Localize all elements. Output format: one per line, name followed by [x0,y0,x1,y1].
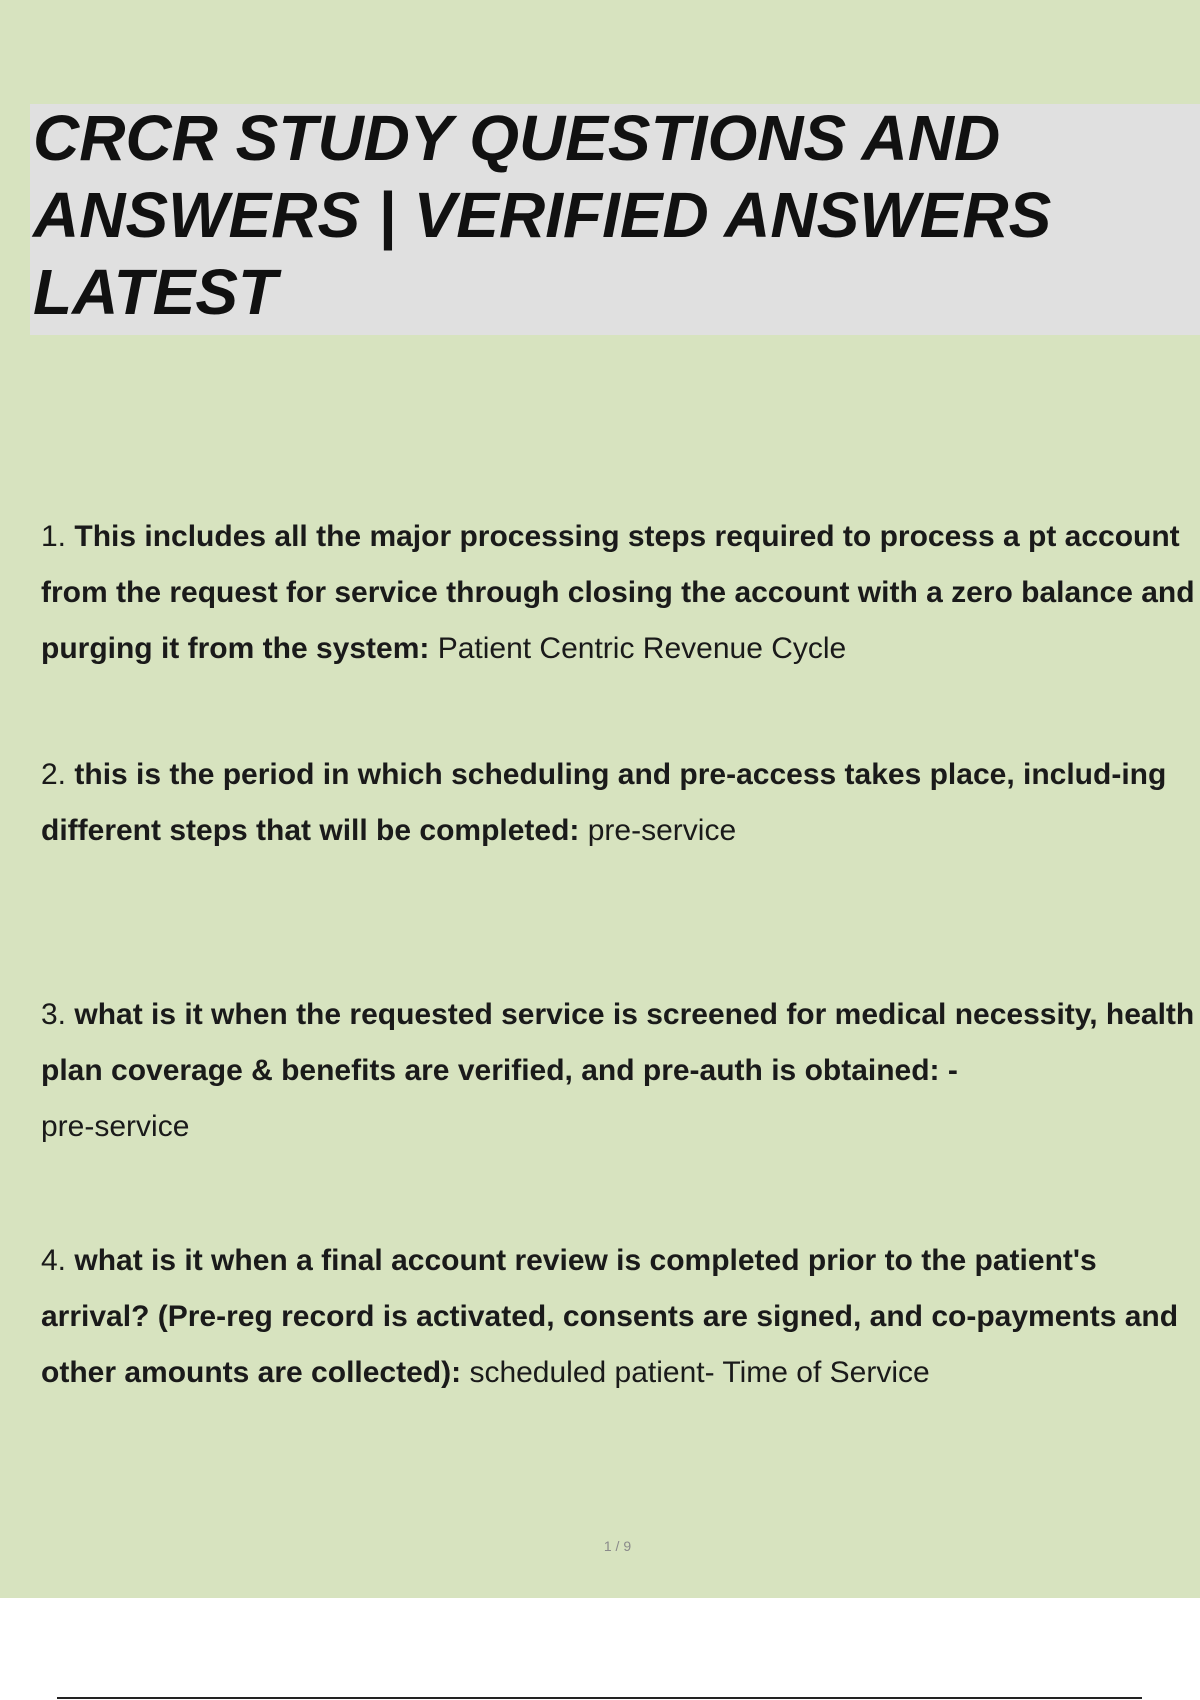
question-text: what is it when the requested service is screened for medical necessity, health plan coverage & benefits are verified, and pre-auth is obtained: - [41,998,1195,1087]
answer-text: pre-service [587,814,737,847]
page-number: 1 / 9 [603,1538,632,1554]
next-page-divider [57,1697,1142,1699]
question-number: 1. [41,520,67,553]
question-number: 3. [41,998,67,1031]
answer-text: Patient Centric Revenue Cycle [437,632,847,665]
answer-text: scheduled patient- Time of Service [469,1356,930,1389]
question-number: 2. [41,758,67,791]
answer-text: pre-service [41,1110,190,1143]
question-item-3 [41,987,1196,1155]
question-item-2 [41,747,1196,859]
question-text: this is the period in which scheduling and pre-access takes place, includ-ing different steps that will be completed: [41,758,1167,847]
question-item-1 [41,509,1196,677]
question-text: This includes all the major processing steps required to process a pt account from the request for service through closing the account with a zero balance and purging it from the system: [41,520,1195,665]
question-number: 4. [41,1244,67,1277]
question-text: what is it when a final account review is completed prior to the patient's arrival? (Pre-reg record is activated, consents are signed, and co-payments and other amounts are collected): [41,1244,1179,1389]
document-title: CRCR STUDY QUESTIONS AND ANSWERS | VERIFIED ANSWERS LATEST [33,102,1052,328]
question-item-4 [41,1233,1196,1401]
